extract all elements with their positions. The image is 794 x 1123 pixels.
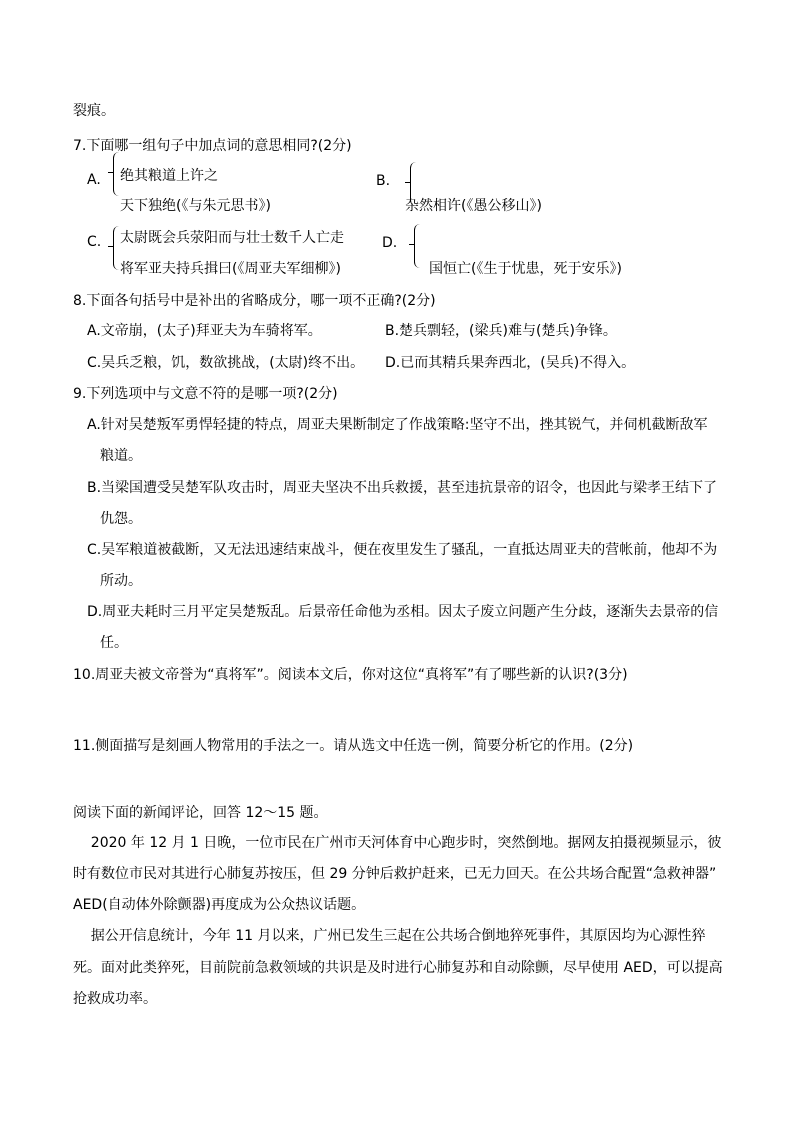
paragraph-line: 抢救成功率。 <box>73 991 157 1007</box>
q7-option-d-line2: 国恒亡(《生于忧患，死于安乐》) <box>429 261 622 277</box>
paragraph-line: 据公开信息统计，今年 11 月以来，广州已发生三起在公共场合倒地猝死事件，其原因均为心源性猝 <box>73 928 706 944</box>
q9-option-d: D.周亚夫耗时三月平定吴楚叛乱。后景帝任命他为丞相。因太子废立问题产生分歧，逐渐失去景帝的信 <box>87 604 719 620</box>
q7-option-a-line2: 天下独绝(《与朱元思书》) <box>120 198 271 214</box>
q8-option-a: A.文帝崩，(太子)拜亚夫为车骑将军。 <box>87 323 322 339</box>
q7-stem: 7.下面哪一组句子中加点词的意思相同?(2分) <box>73 138 352 154</box>
q7-option-c-label: C. <box>87 234 102 250</box>
paragraph-line: 2020 年 12 月 1 日晚，一位市民在广州市天河体育中心跑步时，突然倒地。据网友拍摄视频显示，彼 <box>73 835 722 851</box>
q8-option-b: B.楚兵剽轻，(梁兵)难与(楚兵)争锋。 <box>385 323 617 339</box>
q9-option-b: B.当梁国遭受吴楚军队攻击时，周亚夫坚决不出兵救援，甚至违抗景帝的诏令，也因此与梁孝王结下了 <box>87 480 718 496</box>
q9-option-a-cont: 粮道。 <box>100 448 142 464</box>
q9-option-c-cont: 所动。 <box>100 573 142 589</box>
q7-option-c-line2: 将军亚夫持兵揖曰(《周亚夫军细柳》) <box>120 261 341 277</box>
q9-stem: 9.下列选项中与文意不符的是哪一项?(2分) <box>73 386 338 402</box>
q8-option-c: C.吴兵乏粮，饥，数欲挑战，(太尉)终不出。 <box>87 355 365 371</box>
q9-option-c: C.吴军粮道被截断，又无法迅速结束战斗，便在夜里发生了骚乱，一直抵达周亚夫的营帐前，他却不为 <box>87 542 718 558</box>
brace-icon <box>414 224 423 268</box>
q7-option-b-line2: 杂然相许(《愚公移山》) <box>405 198 542 214</box>
q7-option-a-line1: 绝其粮道上许之 <box>120 168 218 184</box>
paragraph-line: 时有数位市民对其进行心肺复苏按压，但 29 分钟后救护赶来，已无力回天。在公共场合配置“急救神器” <box>73 866 717 882</box>
reading-intro: 阅读下面的新闻评论，回答 12～15 题。 <box>73 805 328 821</box>
q8-stem: 8.下面各句括号中是补出的省略成分，哪一项不正确?(2分) <box>73 293 436 309</box>
paragraph-line: 死。面对此类猝死，目前院前急救领域的共识是及时进行心肺复苏和自动除颤，尽早使用 AED，可以提高 <box>73 960 723 976</box>
q7-option-a-label: A. <box>87 172 101 188</box>
q10-stem: 10.周亚夫被文帝誉为“真将军”。阅读本文后，你对这位“真将军”有了哪些新的认识?(3分) <box>73 667 628 683</box>
q8-option-d: D.已而其精兵果奔西北，(吴兵)不得入。 <box>385 355 636 371</box>
q9-option-b-cont: 仇怨。 <box>100 511 142 527</box>
q11-stem: 11.侧面描写是刻画人物常用的手法之一。请从选文中任选一例，简要分析它的作用。(2分) <box>73 738 634 754</box>
q7-option-b-label: B. <box>376 173 391 189</box>
q9-option-a: A.针对吴楚叛军勇悍轻捷的特点，周亚夫果断制定了作战策略:坚守不出，挫其锐气，并伺机截断敌军 <box>87 417 708 433</box>
carry-over-text: 裂痕。 <box>73 103 115 119</box>
q7-option-c-line1: 太尉既会兵荥阳而与壮士数千人亡走 <box>120 230 344 246</box>
q9-option-d-cont: 任。 <box>100 635 128 651</box>
q7-option-d-label: D. <box>382 235 398 251</box>
paragraph-line: AED(自动体外除颤器)再度成为公众热议话题。 <box>73 897 366 913</box>
